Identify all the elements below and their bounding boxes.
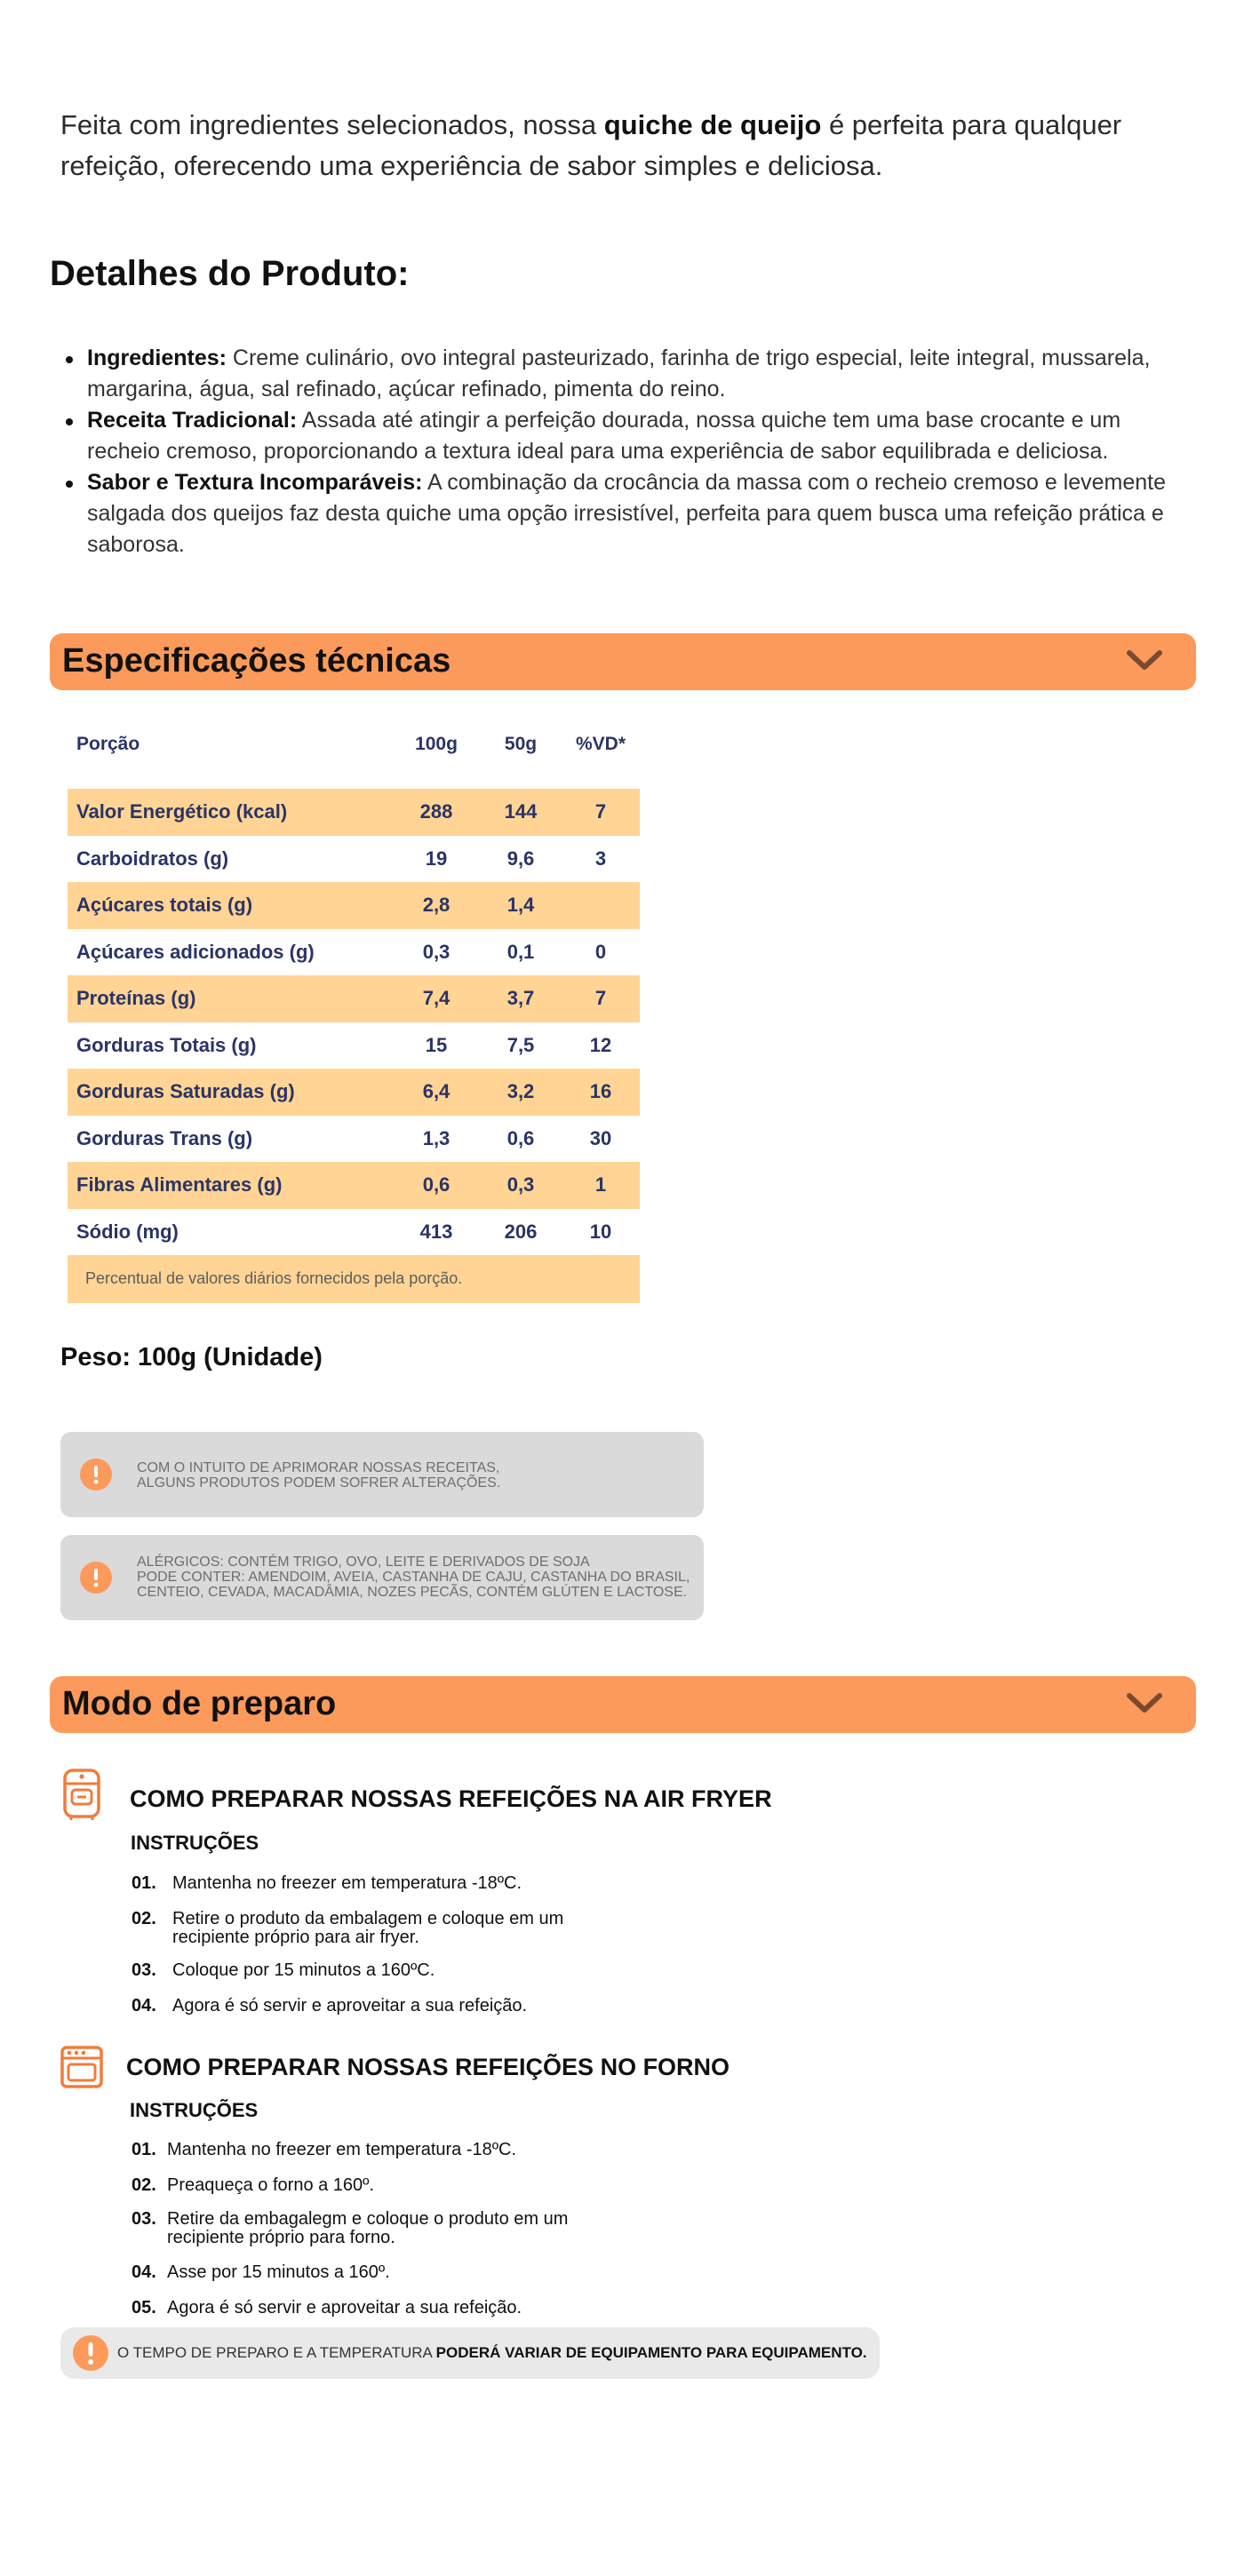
details-item-ingredients [87, 343, 1189, 405]
table-row [68, 1116, 640, 1163]
oven-title: COMO PREPARAR NOSSAS REFEIÇÕES NO FORNO [126, 2054, 730, 2080]
nutrient-name: Valor Energético (kcal) [76, 800, 288, 823]
air-fryer-icon [60, 1768, 103, 1821]
exclamation-icon [80, 1562, 112, 1594]
prep-title: Modo de preparo [62, 1685, 337, 1722]
nutrient-name: Gorduras Trans (g) [76, 1126, 253, 1149]
notice-line: ALÉRGICOS: CONTÉM TRIGO, OVO, LEITE E DERIVADOS DE SOJA [137, 1554, 590, 1570]
header-portion: Porção [76, 734, 140, 754]
footnote-normal: O TEMPO DE PREPARO E A TEMPERATURA [117, 2344, 436, 2361]
product-intro [60, 105, 1189, 187]
step-number: 01. [132, 1873, 156, 1893]
airfryer-instructions [60, 1768, 1127, 2034]
value-50g: 3,2 [506, 1080, 535, 1103]
details-item-label: Receita Tradicional: [87, 408, 298, 433]
exclamation-icon [80, 1459, 112, 1491]
value-50g: 7,5 [506, 1033, 535, 1056]
nutrient-name: Carboidratos (g) [76, 847, 229, 870]
step-text: Preaqueça o forno a 160º. [167, 2175, 375, 2195]
intro-text-before: Feita com ingredientes selecionados, nossa [60, 109, 604, 140]
chevron-down-icon[interactable] [1125, 1690, 1164, 1717]
details-item-label: Ingredientes: [87, 346, 227, 370]
step-number: 05. [132, 2298, 156, 2318]
value-vd: 16 [589, 1080, 612, 1103]
step-number: 03. [132, 2209, 156, 2229]
nutrient-name: Gorduras Saturadas (g) [76, 1080, 295, 1103]
airfryer-title: COMO PREPARAR NOSSAS REFEIÇÕES NA AIR FRYER [130, 1785, 772, 1812]
details-item-text: Creme culinário, ovo integral pasteurizado, farinha de trigo especial, leite integral, mussarela, margarina, água, sal refinado, açúcar refinado, pimenta do reino. [87, 346, 1151, 402]
step-number: 02. [132, 2175, 156, 2195]
table-row [68, 1162, 640, 1209]
value-vd: 3 [594, 847, 607, 870]
details-item-text: A combinação da crocância da massa com o recheio cremoso e levemente salgada dos queijos faz desta quiche uma opção irresistível, perfeita para quem busca uma refeição prática e saborosa. [87, 470, 1167, 557]
notice-text [137, 1460, 500, 1491]
value-100g: 6,4 [422, 1080, 451, 1103]
step-text: Mantenha no freezer em temperatura -18ºC. [172, 1873, 522, 1893]
intro-text-after: é perfeita para qualquer refeição, oferecendo uma experiência de sabor simples e deliciosa. [60, 109, 1122, 181]
allergen-notice [60, 1535, 704, 1620]
value-100g: 0,3 [422, 940, 451, 963]
step-text: Agora é só servir e aproveitar a sua refeição. [172, 1996, 528, 2015]
value-50g: 0,1 [506, 940, 535, 963]
value-vd: 10 [589, 1220, 612, 1243]
value-50g: 9,6 [506, 847, 535, 870]
nutrition-footnote [68, 1255, 640, 1303]
notice-line: ALGUNS PRODUTOS PODEM SOFRER ALTERAÇÕES. [137, 1475, 501, 1491]
prep-footnote [60, 2327, 880, 2379]
oven-subtitle: INSTRUÇÕES [130, 2099, 259, 2121]
value-100g: 0,6 [422, 1173, 451, 1197]
specs-title: Especificações técnicas [62, 642, 451, 680]
step-text: Coloque por 15 minutos a 160ºC. [172, 1960, 435, 1980]
nutrition-header-row [68, 716, 640, 773]
notice-text [137, 1554, 690, 1600]
value-50g: 0,6 [506, 1126, 535, 1149]
airfryer-subtitle: INSTRUÇÕES [131, 1832, 259, 1854]
nutrition-footnote-text: Percentual de valores diários fornecidos pela porção. [85, 1269, 463, 1287]
table-row [68, 836, 640, 883]
notice-line: COM O INTUITO DE APRIMORAR NOSSAS RECEITAS, [137, 1460, 500, 1475]
details-item-flavor [87, 467, 1189, 561]
value-100g: 413 [419, 1220, 453, 1243]
notice-line: CENTEIO, CEVADA, MACADÂMIA, NOZES PECÃS, CONTÉM GLÚTEN E LACTOSE. [137, 1585, 688, 1600]
oven-icon [60, 2045, 103, 2089]
value-100g: 2,8 [422, 894, 451, 917]
table-row [68, 789, 640, 836]
table-row [68, 1069, 640, 1116]
table-row [68, 1209, 640, 1256]
step-number: 01. [132, 2140, 156, 2159]
nutrient-name: Fibras Alimentares (g) [76, 1173, 283, 1197]
notice-line: PODE CONTER: AMENDOIM, AVEIA, CASTANHA DE CAJU, CASTANHA DO BRASIL, [137, 1570, 690, 1585]
value-vd: 0 [594, 940, 607, 963]
exclamation-icon [73, 2335, 108, 2371]
details-list [87, 343, 1189, 561]
step-number: 04. [132, 1996, 156, 2015]
nutrient-name: Proteínas (g) [76, 987, 196, 1010]
recipe-change-notice [60, 1432, 704, 1517]
table-row [68, 929, 640, 976]
value-vd: 12 [589, 1033, 612, 1056]
prep-footnote-text [117, 2344, 867, 2362]
value-50g: 1,4 [506, 894, 535, 917]
step-text: Asse por 15 minutos a 160º. [167, 2262, 390, 2282]
value-100g: 15 [425, 1033, 448, 1056]
details-item-text: Assada até atingir a perfeição dourada, nossa quiche tem uma base crocante e um recheio cremoso, proporcionando a textura ideal para uma experiência de sabor equilibrada e deliciosa. [87, 408, 1121, 464]
value-50g: 144 [504, 800, 538, 823]
value-vd: 30 [589, 1126, 612, 1149]
prep-accordion-header[interactable] [50, 1676, 1196, 1733]
header-100g: 100g [415, 734, 458, 754]
details-item-recipe [87, 405, 1189, 467]
value-100g: 7,4 [422, 987, 451, 1010]
table-row [68, 1022, 640, 1069]
step-number: 03. [132, 1960, 156, 1980]
value-vd: 7 [594, 987, 607, 1010]
value-100g: 19 [425, 847, 448, 870]
step-number: 04. [132, 2262, 156, 2282]
value-100g: 1,3 [422, 1126, 451, 1149]
product-weight: Peso: 100g (Unidade) [60, 1343, 323, 1371]
table-row [68, 975, 640, 1022]
nutrient-name: Açúcares totais (g) [76, 894, 253, 917]
value-50g: 0,3 [506, 1173, 535, 1197]
specs-accordion-header[interactable] [50, 633, 1196, 690]
table-row [68, 882, 640, 929]
nutrient-name: Açúcares adicionados (g) [76, 940, 315, 963]
step-text: Mantenha no freezer em temperatura -18ºC. [167, 2140, 517, 2159]
details-title: Detalhes do Produto: [50, 254, 410, 293]
details-item-label: Sabor e Textura Incomparáveis: [87, 470, 423, 495]
value-100g: 288 [419, 800, 453, 823]
nutrient-name: Gorduras Totais (g) [76, 1033, 257, 1056]
chevron-down-icon[interactable] [1125, 648, 1164, 674]
value-vd: 1 [594, 1173, 607, 1197]
header-vd: %VD* [575, 734, 626, 754]
header-50g: 50g [504, 734, 538, 754]
value-vd: 7 [594, 800, 607, 823]
nutrient-name: Sódio (mg) [76, 1220, 179, 1243]
step-text: Retire o produto da embalagem e coloque em um recipiente próprio para air fryer. [172, 1909, 564, 1947]
value-50g: 3,7 [506, 987, 535, 1010]
footnote-bold: PODERÁ VARIAR DE EQUIPAMENTO PARA EQUIPAMENTO. [435, 2344, 867, 2361]
nutrition-table [68, 716, 640, 1303]
step-number: 02. [132, 1909, 156, 1928]
step-text: Retire da embagalegm e coloque o produto em um recipiente próprio para forno. [167, 2209, 569, 2247]
intro-highlight: quiche de queijo [603, 109, 822, 140]
oven-instructions [60, 2045, 1127, 2347]
value-50g: 206 [504, 1220, 538, 1243]
step-text: Agora é só servir e aproveitar a sua refeição. [167, 2298, 522, 2318]
